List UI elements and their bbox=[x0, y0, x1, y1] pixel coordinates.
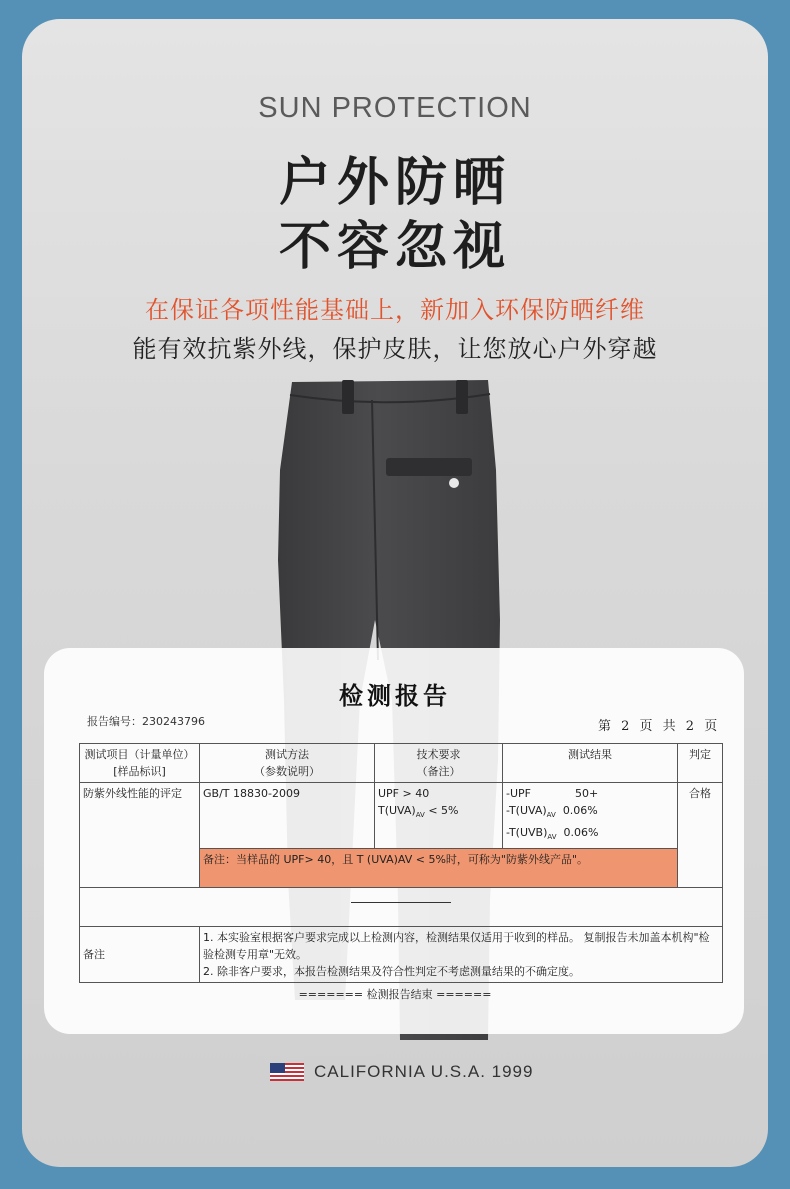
table-row-blank bbox=[80, 888, 723, 927]
table-row-remarks bbox=[80, 927, 723, 983]
header-cell-method: 测试方法 （参数说明） bbox=[200, 744, 375, 783]
cell-verdict: 合格 bbox=[678, 783, 723, 888]
cell-method: GB/T 18830-2009 bbox=[200, 783, 375, 849]
table-row bbox=[80, 783, 723, 849]
report-end: ======= 检测报告结束 ====== bbox=[298, 988, 492, 1001]
header-cell-item: 测试项目（计量单位） [样品标识] bbox=[80, 744, 200, 783]
header-cell-result: 测试结果 bbox=[503, 744, 678, 783]
cell-requirement: UPF > 40 $T(UVA)_{AV} < 5\%$ bbox=[375, 783, 503, 849]
title-line-2: 不容忽视 bbox=[278, 217, 511, 277]
remarks-label: 备注 bbox=[80, 927, 200, 983]
footer-text: CALIFORNIA U.S.A. 1999 bbox=[314, 1062, 534, 1081]
report-number: 报告编号：230243796 bbox=[87, 715, 205, 728]
us-flag-icon bbox=[270, 1063, 304, 1081]
note-highlight: 备注：当样品的 UPF> 40，且 T (UVA)AV < 5%时，可称为"防紫外线产品"。 bbox=[200, 849, 678, 888]
subtitle-dark: 能有效抗紫外线，保护皮肤，让您放心户外穿越 bbox=[132, 335, 658, 363]
remark-2: 2. 除非客户要求，本报告检测结果及符合性判定不考虑测量结果的不确定度。 bbox=[203, 965, 580, 979]
report-page: 第 2 页 共 2 页 bbox=[598, 719, 721, 734]
cell-item: 防紫外线性能的评定 bbox=[80, 783, 200, 888]
kicker: SUN PROTECTION bbox=[258, 92, 532, 124]
report-table bbox=[79, 743, 723, 983]
footer bbox=[270, 1062, 533, 1082]
cell-result: -UPF 50+ $-T(UVA)_{AV}$ 0.06% $-T(UVB)_{AV}$ 0.06% bbox=[503, 783, 678, 849]
title-line-1: 户外防晒 bbox=[278, 153, 511, 213]
header-cell-requirement: 技术要求 （备注） bbox=[375, 744, 503, 783]
remark-1: 1. 本实验室根据客户要求完成以上检测内容，检测结果仅适用于收到的样品。 复制报告未加盖本机构"检验检测专用章"无效。 bbox=[203, 931, 710, 962]
subtitle-orange: 在保证各项性能基础上，新加入环保防晒纤维 bbox=[145, 296, 645, 324]
blank-row bbox=[80, 888, 723, 927]
header-cell-verdict: 判定 bbox=[678, 744, 723, 783]
divider bbox=[351, 902, 451, 903]
remarks-text bbox=[200, 927, 723, 983]
table-header-row bbox=[80, 744, 723, 783]
report-title: 检测报告 bbox=[339, 681, 451, 710]
